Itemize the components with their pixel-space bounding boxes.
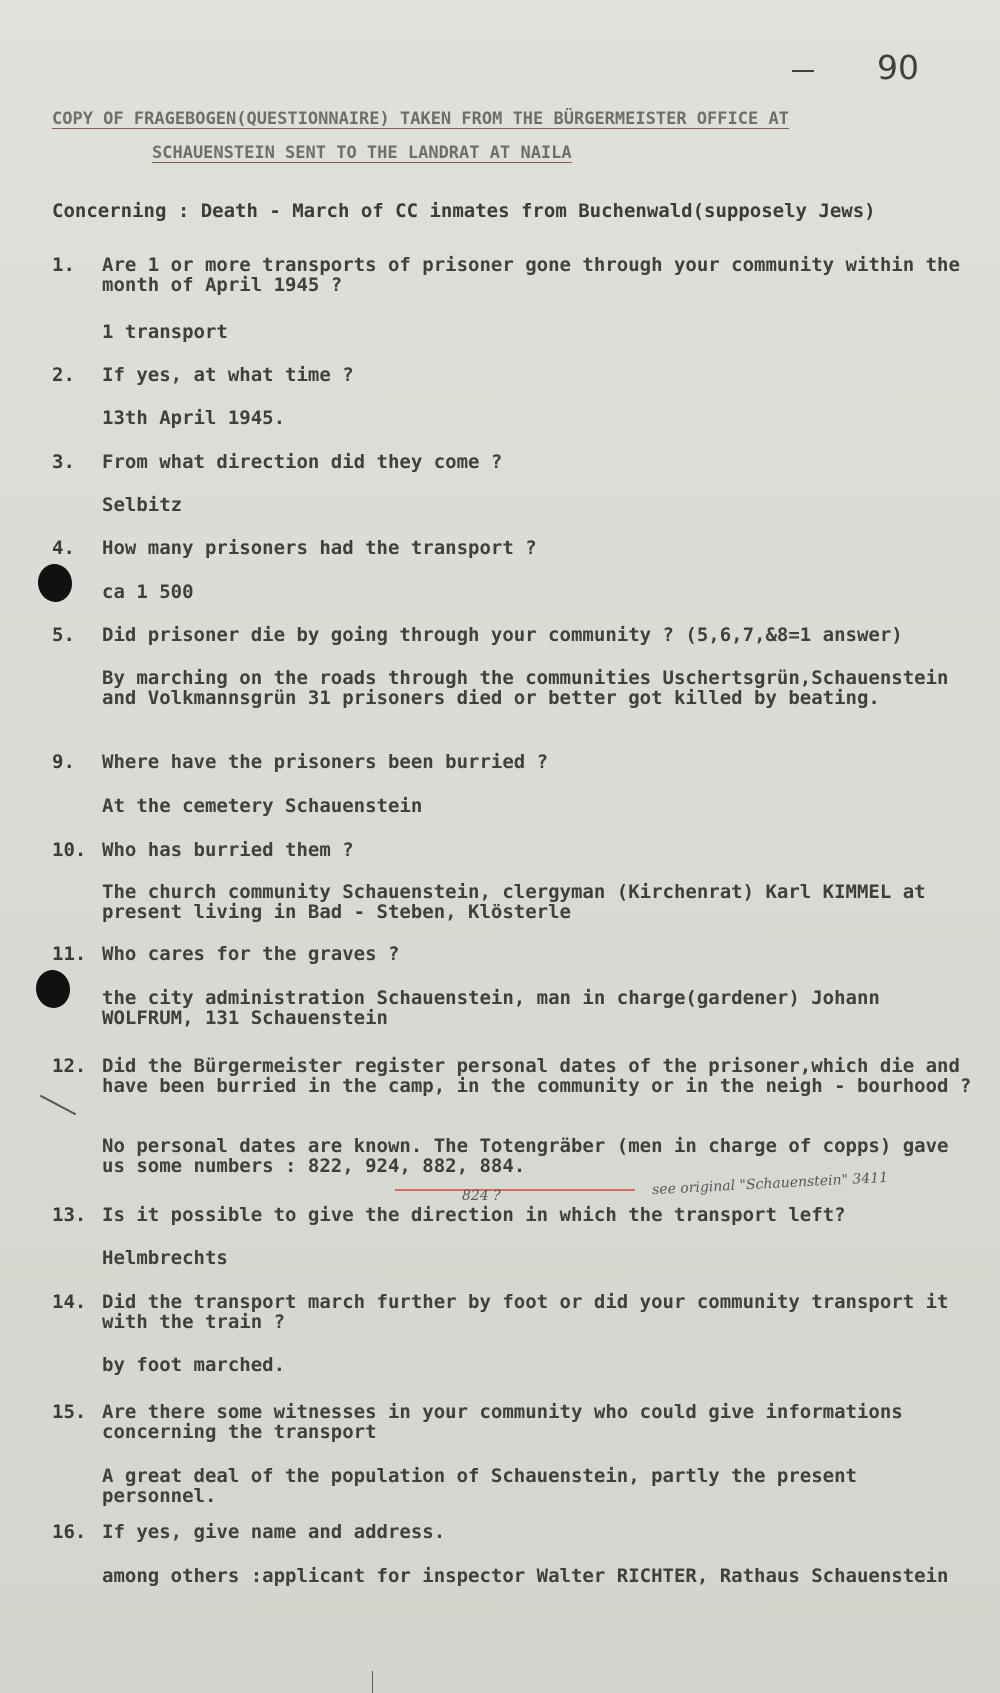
handwritten-note: see original "Schauenstein" 3411 (651, 1169, 889, 1199)
question-3 (52, 452, 982, 472)
answer-10: The church community Schauenstein, clergyman (Kirchenrat) Karl KIMMEL at present living in Bad - Steben, Klösterle (102, 881, 926, 923)
question-number: 15. (52, 1401, 87, 1423)
question-14 (52, 1292, 982, 1332)
question-4 (52, 538, 982, 558)
question-text: Did the transport march further by foot or did your community transport it with the train ? (102, 1291, 949, 1333)
question-12 (52, 1056, 982, 1096)
answer-4: ca 1 500 (102, 581, 194, 603)
red-underline (395, 1189, 635, 1191)
question-10 (52, 840, 982, 860)
question-text: Is it possible to give the direction in which the transport left? (102, 1204, 846, 1226)
heading-line-1: COPY OF FRAGEBOGEN(QUESTIONNAIRE) TAKEN FROM THE BÜRGERMEISTER OFFICE AT (52, 109, 789, 129)
answer-5: By marching on the roads through the communities Uschertsgrün,Schauenstein and Volkmannsgrün 31 prisoners died or better got killed by beating. (102, 667, 949, 709)
answer-9: At the cemetery Schauenstein (102, 795, 423, 817)
question-text: If yes, at what time ? (102, 364, 354, 386)
question-text: Did prisoner die by going through your community ? (5,6,7,&8=1 answer) (102, 624, 903, 646)
answer-13: Helmbrechts (102, 1247, 228, 1269)
edge-mark (372, 1671, 373, 1693)
answer-1: 1 transport (102, 321, 228, 343)
question-16 (52, 1522, 982, 1542)
heading-line-2: SCHAUENSTEIN SENT TO THE LANDRAT AT NAILA (152, 143, 572, 163)
question-text: Are 1 or more transports of prisoner gone through your community within the month of April 1945 ? (102, 254, 960, 296)
question-number: 14. (52, 1291, 87, 1313)
question-text: Did the Bürgermeister register personal dates of the prisoner,which die and have been burried in the camp, in the community or in the neigh - bourhood ? (102, 1055, 972, 1097)
question-number: 4. (52, 537, 75, 559)
question-11 (52, 944, 982, 964)
answer-3: Selbitz (102, 494, 183, 516)
answer-14: by foot marched. (102, 1354, 286, 1376)
answer-2: 13th April 1945. (102, 407, 286, 429)
question-9 (52, 752, 982, 772)
handwritten-correction: 824 ? (462, 1188, 501, 1204)
answer-15: A great deal of the population of Schauenstein, partly the present personnel. (102, 1465, 857, 1507)
question-text: Who cares for the graves ? (102, 943, 400, 965)
question-1 (52, 255, 982, 295)
question-2 (52, 365, 982, 385)
question-number: 5. (52, 624, 75, 646)
document-heading (52, 102, 972, 170)
question-5 (52, 625, 982, 645)
page-number: 90 (877, 48, 919, 87)
answer-16: among others :applicant for inspector Walter RICHTER, Rathaus Schauenstein (102, 1565, 949, 1587)
question-number: 16. (52, 1521, 87, 1543)
answer-12: No personal dates are known. The Totengräber (men in charge of copps) gave us some numbers : 822, 924, 882, 884. (102, 1135, 949, 1177)
question-number: 10. (52, 839, 87, 861)
question-15 (52, 1402, 982, 1442)
ink-mark (40, 1095, 76, 1116)
question-text: Where have the prisoners been burried ? (102, 751, 549, 773)
concerning-line: Concerning : Death - March of CC inmates from Buchenwald(supposely Jews) (52, 200, 876, 222)
question-number: 11. (52, 943, 87, 965)
question-13 (52, 1205, 982, 1225)
answer-11: the city administration Schauenstein, man in charge(gardener) Johann WOLFRUM, 131 Schauenstein (102, 987, 880, 1029)
question-text: From what direction did they come ? (102, 451, 503, 473)
question-number: 9. (52, 751, 75, 773)
question-number: 2. (52, 364, 75, 386)
question-number: 12. (52, 1055, 87, 1077)
question-number: 1. (52, 254, 75, 276)
question-text: If yes, give name and address. (102, 1521, 446, 1543)
question-number: 3. (52, 451, 75, 473)
question-number: 13. (52, 1204, 87, 1226)
page-number-dash (792, 70, 814, 72)
question-text: Who has burried them ? (102, 839, 354, 861)
question-text: Are there some witnesses in your community who could give informations concerning the transport (102, 1401, 903, 1443)
question-text: How many prisoners had the transport ? (102, 537, 537, 559)
